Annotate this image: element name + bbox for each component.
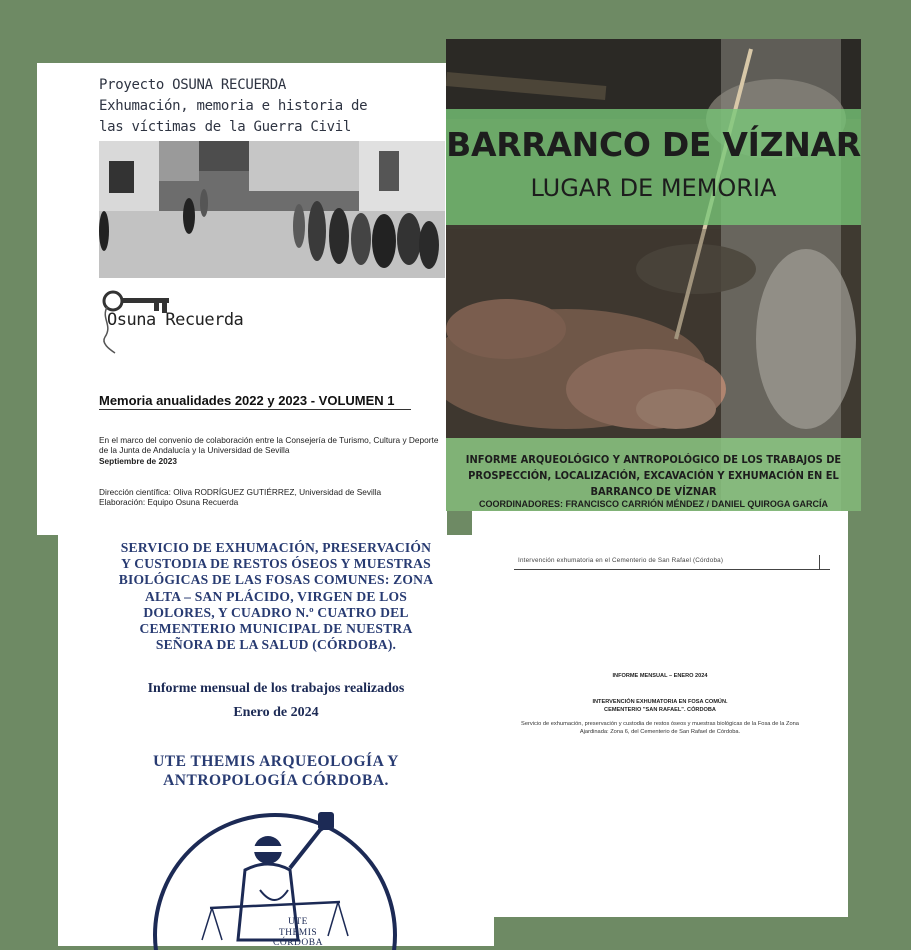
report-heading: Informe mensual de los trabajos realizados [147, 681, 405, 696]
report-description: INFORME ARQUEOLÓGICO Y ANTROPOLÓGICO DE LOS TRABAJOS DE PROSPECCIÓN, LOCALIZACIÓN, EXCAVACIÓN Y EXHUMACIÓN EN EL BARRANCO DE VÍZNAR [465, 453, 842, 498]
date-text: Septiembre de 2023 [99, 456, 177, 466]
page-header [514, 555, 830, 570]
service-line: ALTA – SAN PLÁCIDO, VIRGEN DE LOS [144, 588, 408, 604]
emblem-label: UTE [288, 917, 308, 927]
report-description: Servicio de exhumación, preservación y custodia de restos óseos y muestras biológicas de la Fosa de la Zona Ajardinada: Zona 6, del Cementerio de San Rafael de Córdoba. [521, 721, 799, 735]
historic-street-photo [99, 141, 445, 278]
convenio-text: En el marco del convenio de colaboración entre la Consejería de Turismo, Cultura y Deporte de la Junta de Andalucía y la Universidad de Sevilla [99, 435, 439, 455]
cover-title: BARRANCO DE VÍZNAR [446, 125, 861, 164]
logo-text: Osuna Recuerda [107, 310, 244, 330]
cover-subtitle: LUGAR DE MEMORIA [530, 174, 777, 202]
header-divider [819, 555, 820, 569]
service-title [98, 540, 454, 653]
san-rafael-report-page [472, 511, 848, 917]
project-title [99, 75, 439, 138]
report-month: Enero de 2024 [233, 705, 319, 720]
header-text: Intervención exhumatoria en el Cementerio de San Rafael (Córdoba) [518, 557, 724, 564]
emblem-label: THEMIS [278, 928, 318, 938]
ute-line: UTE THEMIS ARQUEOLOGÍA Y [153, 753, 399, 770]
barranco-viznar-cover [446, 39, 861, 511]
service-line: BIOLÓGICAS DE LAS FOSAS COMUNES: ZONA [118, 572, 434, 588]
ute-name [58, 752, 494, 790]
service-line: DOLORES, Y CUADRO N.º CUATRO DEL [143, 604, 409, 620]
emblem-label: CÓRDOBA [273, 938, 323, 948]
direccion-text: Dirección científica: Oliva RODRÍGUEZ GUTIÉRREZ, Universidad de Sevilla [99, 487, 382, 497]
title-line: las víctimas de la Guerra Civil [99, 119, 351, 135]
title-line: Exhumación, memoria e historia de [99, 98, 368, 114]
report-title: INFORME MENSUAL – ENERO 2024 [612, 673, 708, 679]
service-line: SEÑORA DE LA SALUD (CÓRDOBA). [155, 637, 397, 653]
title-line: Proyecto OSUNA RECUERDA [99, 77, 286, 93]
service-line: Y CUSTODIA DE RESTOS ÓSEOS Y MUESTRAS [121, 556, 431, 572]
service-line: SERVICIO DE EXHUMACIÓN, PRESERVACIÓN [120, 540, 432, 555]
subtitle-line: INTERVENCIÓN EXHUMATORIA EN FOSA COMÚN. [592, 699, 728, 705]
subtitle-line: CEMENTERIO "SAN RAFAEL". CÓRDOBA [604, 707, 716, 713]
osuna-recuerda-cover [37, 63, 447, 535]
elaboracion-text: Elaboración: Equipo Osuna Recuerda [99, 497, 239, 507]
memoria-title: Memoria anualidades 2022 y 2023 - VOLUMEN 1 [99, 393, 411, 410]
themis-report-cover [58, 535, 494, 946]
ute-line: ANTROPOLOGÍA CÓRDOBA. [163, 772, 389, 789]
service-line: CEMENTERIO MUNICIPAL DE NUESTRA [139, 621, 413, 637]
report-subtitle [472, 698, 848, 714]
coordinators: COORDINADORES: FRANCISCO CARRIÓN MÉNDEZ / DANIEL QUIROGA GARCÍA [478, 499, 828, 509]
